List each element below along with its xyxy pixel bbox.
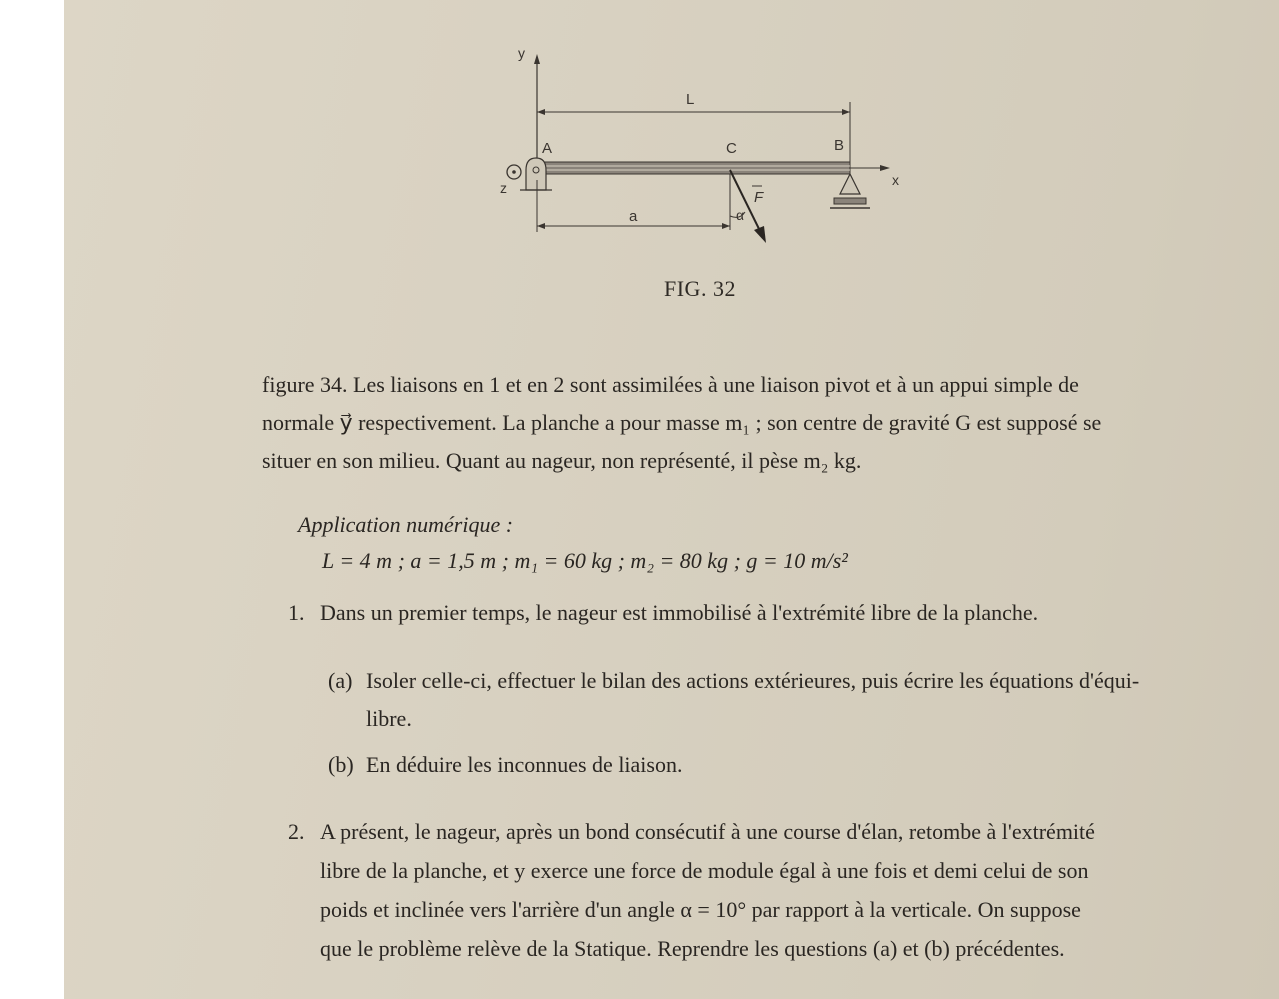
- z-label: z: [500, 180, 507, 196]
- simple-support: [840, 174, 860, 194]
- question-2-number: 2.: [288, 819, 305, 844]
- label-L: L: [686, 91, 695, 108]
- question-1a-line-2: libre.: [366, 706, 412, 731]
- beam: [540, 162, 850, 174]
- dimension-L-arrow-left: [537, 109, 545, 115]
- intro-line-2: normale y⃗ respectivement. La planche a pour masse m₁ ; son centre de gravité G est supposé se: [262, 410, 1102, 435]
- y-label: y: [518, 45, 525, 61]
- question-1b-label: (b): [328, 752, 354, 777]
- x-axis-arrow: [880, 165, 890, 171]
- label-a: a: [629, 208, 638, 225]
- beam-diagram: [490, 40, 930, 250]
- question-1-text: Dans un premier temps, le nageur est immobilisé à l'extrémité libre de la planche.: [320, 600, 1039, 625]
- question-2-line-3: poids et inclinée vers l'arrière d'un angle α = 10° par rapport à la verticale. On suppose: [320, 897, 1081, 922]
- question-1a-line-1: Isoler celle-ci, effectuer le bilan des actions extérieures, puis écrire les équations d'équi-: [366, 668, 1140, 693]
- question-2-line-2: libre de la planche, et y exerce une force de module égal à une fois et demi celui de son: [320, 858, 1089, 883]
- label-B: B: [834, 137, 845, 154]
- intro-line-1: figure 34. Les liaisons en 1 et en 2 sont assimilées à une liaison pivot et à un appui simple de: [262, 372, 1079, 397]
- dimension-a-arrow-right: [722, 223, 730, 229]
- question-1: [288, 600, 1038, 626]
- question-1-number: 1.: [288, 600, 305, 625]
- question-1a-label: (a): [328, 668, 353, 693]
- label-alpha: α: [736, 207, 745, 223]
- intro-paragraph: [262, 366, 1172, 480]
- pivot-support: [526, 158, 546, 190]
- application-values: L = 4 m ; a = 1,5 m ; m₁ = 60 kg ; m₂ = 80 kg ; g = 10 m/s²: [322, 548, 848, 573]
- support-base: [834, 198, 866, 204]
- label-A: A: [542, 140, 553, 157]
- question-2-line-1: A présent, le nageur, après un bond consécutif à une course d'élan, retombe à l'extrémité: [320, 819, 1095, 844]
- question-2: [288, 812, 1178, 968]
- force-arrowhead: [754, 226, 766, 243]
- intro-line-3: situer en son milieu. Quant au nageur, non représenté, il pèse m₂ kg.: [262, 448, 862, 473]
- question-1b-text: En déduire les inconnues de liaison.: [366, 752, 683, 777]
- left-margin-strip: [0, 0, 64, 999]
- question-2-line-4: que le problème relève de la Statique. Reprendre les questions (a) et (b) précédentes.: [320, 936, 1065, 961]
- figure-caption: FIG. 32: [664, 276, 736, 301]
- application-title: Application numérique :: [298, 512, 514, 537]
- question-1b: [328, 752, 682, 778]
- label-C: C: [726, 140, 737, 157]
- y-axis-arrow: [534, 54, 540, 64]
- z-axis-dot: [512, 170, 516, 174]
- question-1a: [328, 662, 1178, 738]
- x-label: x: [892, 172, 899, 188]
- label-F: F: [754, 189, 764, 206]
- beam-figure: [490, 40, 930, 250]
- dimension-a-arrow-left: [537, 223, 545, 229]
- dimension-L-arrow-right: [842, 109, 850, 115]
